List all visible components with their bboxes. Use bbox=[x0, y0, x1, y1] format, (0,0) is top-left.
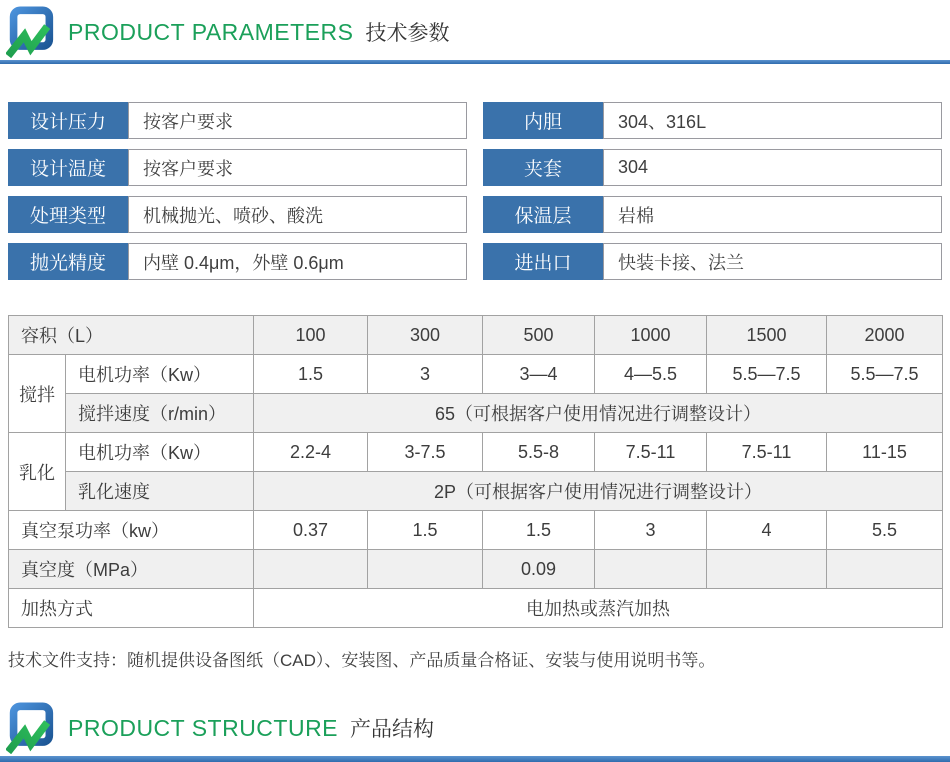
param-row bbox=[8, 102, 467, 139]
brand-logo-icon bbox=[6, 702, 58, 754]
table-row-volume bbox=[9, 316, 943, 355]
param-value: 快装卡接、法兰 bbox=[603, 243, 942, 280]
value-cell: 0.09 bbox=[483, 550, 595, 589]
param-label: 内胆 bbox=[483, 102, 603, 139]
row-label-cell: 乳化速度 bbox=[66, 472, 254, 511]
value-cell: 1.5 bbox=[483, 511, 595, 550]
value-cell: 7.5-11 bbox=[595, 433, 707, 472]
group-label-emulsify: 乳化 bbox=[9, 433, 66, 511]
value-cell: 3 bbox=[595, 511, 707, 550]
value-cell: 11-15 bbox=[827, 433, 943, 472]
row-label-cell: 搅拌速度（r/min） bbox=[66, 394, 254, 433]
volume-cell: 1500 bbox=[707, 316, 827, 355]
table-row-emul-motor bbox=[9, 433, 943, 472]
row-label-cell: 真空度（MPa） bbox=[9, 550, 254, 589]
blue-divider-line bbox=[0, 756, 950, 762]
value-cell: 5.5—7.5 bbox=[707, 355, 827, 394]
table-row-emul-speed bbox=[9, 472, 943, 511]
param-row bbox=[483, 196, 942, 233]
volume-cell: 500 bbox=[483, 316, 595, 355]
param-row bbox=[483, 243, 942, 280]
section-header-parameters bbox=[6, 4, 449, 60]
table-row-stir-speed bbox=[9, 394, 943, 433]
support-note: 技术文件支持：随机提供设备图纸（CAD）、安装图、产品质量合格证、安装与使用说明书等。 bbox=[8, 651, 716, 670]
volume-label-cell: 容积（L） bbox=[9, 316, 254, 355]
param-value: 内壁 0.4μm，外壁 0.6μm bbox=[128, 243, 467, 280]
param-value: 304、316L bbox=[603, 102, 942, 139]
param-row bbox=[8, 243, 467, 280]
group-label-stir: 搅拌 bbox=[9, 355, 66, 433]
param-row bbox=[8, 149, 467, 186]
value-cell: 5.5 bbox=[827, 511, 943, 550]
param-label: 保温层 bbox=[483, 196, 603, 233]
param-label: 设计温度 bbox=[8, 149, 128, 186]
row-label-cell: 电机功率（Kw） bbox=[66, 355, 254, 394]
volume-cell: 2000 bbox=[827, 316, 943, 355]
value-cell bbox=[254, 550, 368, 589]
value-cell: 5.5—7.5 bbox=[827, 355, 943, 394]
table-row-heating bbox=[9, 589, 943, 628]
section-title-zh: 技术参数 bbox=[365, 22, 450, 45]
param-row bbox=[483, 102, 942, 139]
table-row-stir-motor bbox=[9, 355, 943, 394]
section-title-en: PRODUCT PARAMETERS bbox=[68, 18, 354, 45]
span-value-cell: 电加热或蒸汽加热 bbox=[254, 589, 943, 628]
value-cell bbox=[827, 550, 943, 589]
value-cell: 1.5 bbox=[368, 511, 483, 550]
param-value: 岩棉 bbox=[603, 196, 942, 233]
section-header-structure bbox=[6, 700, 434, 756]
volume-cell: 300 bbox=[368, 316, 483, 355]
volume-cell: 1000 bbox=[595, 316, 707, 355]
param-label: 处理类型 bbox=[8, 196, 128, 233]
spec-table bbox=[8, 315, 943, 628]
value-cell: 4—5.5 bbox=[595, 355, 707, 394]
param-label: 抛光精度 bbox=[8, 243, 128, 280]
value-cell: 7.5-11 bbox=[707, 433, 827, 472]
param-label: 进出口 bbox=[483, 243, 603, 280]
volume-cell: 100 bbox=[254, 316, 368, 355]
span-value-cell: 65（可根据客户使用情况进行调整设计） bbox=[254, 394, 943, 433]
value-cell: 3-7.5 bbox=[368, 433, 483, 472]
param-row bbox=[8, 196, 467, 233]
param-value: 按客户要求 bbox=[128, 149, 467, 186]
section-title-zh: 产品结构 bbox=[350, 718, 435, 741]
value-cell: 0.37 bbox=[254, 511, 368, 550]
param-label: 设计压力 bbox=[8, 102, 128, 139]
value-cell bbox=[707, 550, 827, 589]
spec-table-wrap bbox=[8, 315, 943, 628]
value-cell: 1.5 bbox=[254, 355, 368, 394]
param-value: 304 bbox=[603, 149, 942, 186]
span-value-cell: 2P（可根据客户使用情况进行调整设计） bbox=[254, 472, 943, 511]
value-cell: 3 bbox=[368, 355, 483, 394]
row-label-cell: 加热方式 bbox=[9, 589, 254, 628]
blue-divider-line bbox=[0, 60, 950, 64]
value-cell: 2.2-4 bbox=[254, 433, 368, 472]
param-label: 夹套 bbox=[483, 149, 603, 186]
value-cell bbox=[595, 550, 707, 589]
param-value: 按客户要求 bbox=[128, 102, 467, 139]
value-cell: 3—4 bbox=[483, 355, 595, 394]
table-row-vacuum-degree bbox=[9, 550, 943, 589]
row-label-cell: 真空泵功率（kw） bbox=[9, 511, 254, 550]
value-cell: 4 bbox=[707, 511, 827, 550]
table-row-vacuum-pump bbox=[9, 511, 943, 550]
param-column-left bbox=[8, 102, 467, 280]
value-cell: 5.5-8 bbox=[483, 433, 595, 472]
value-cell bbox=[368, 550, 483, 589]
row-label-cell: 电机功率（Kw） bbox=[66, 433, 254, 472]
param-row bbox=[483, 149, 942, 186]
param-column-right bbox=[483, 102, 942, 280]
section-title-en: PRODUCT STRUCTURE bbox=[68, 714, 339, 741]
brand-logo-icon bbox=[6, 6, 58, 58]
param-value: 机械抛光、喷砂、酸洗 bbox=[128, 196, 467, 233]
